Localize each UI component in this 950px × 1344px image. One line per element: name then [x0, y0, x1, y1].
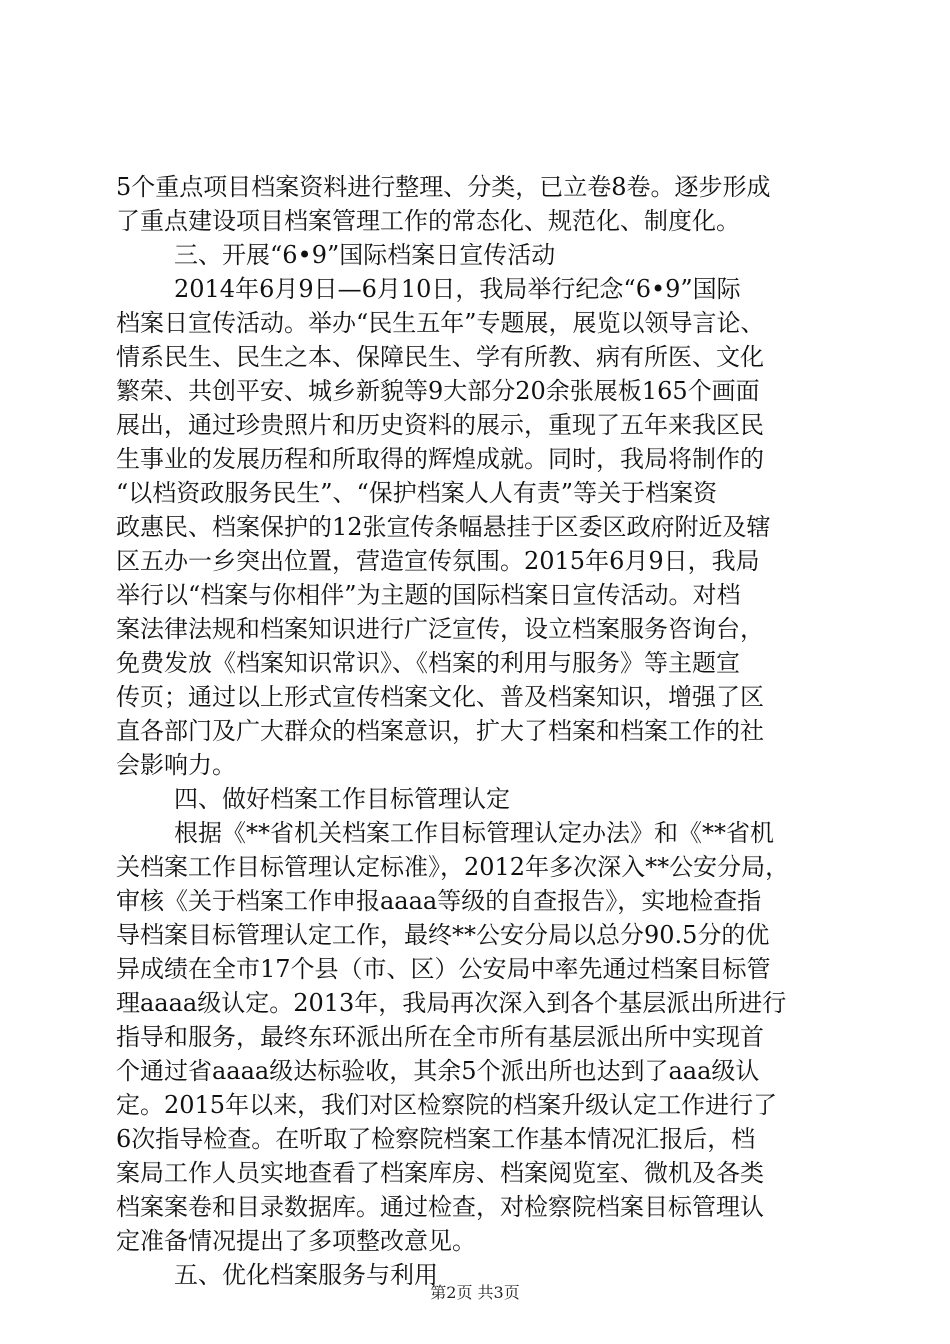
paragraph-line: 区五办一乡突出位置，营造宣传氛围。2015年6月9日，我局 — [116, 547, 760, 575]
paragraph-line: 5个重点项目档案资料进行整理、分类，已立卷8卷。逐步形成 — [116, 173, 771, 201]
paragraph-line: 指导和服务，最终东环派出所在全市所有基层派出所中实现首 — [116, 1023, 764, 1051]
paragraph-line-indented: 根据《**省机关档案工作目标管理认定办法》和《**省机 — [174, 819, 774, 847]
paragraph-line: 理aaaa级认定。2013年，我局再次深入到各个基层派出所进行 — [116, 989, 787, 1017]
paragraph-line: 档案案卷和目录数据库。通过检查，对检察院档案目标管理认 — [116, 1193, 764, 1221]
paragraph-line: 情系民生、民生之本、保障民生、学有所教、病有所医、文化 — [116, 343, 764, 371]
paragraph-line: 繁荣、共创平安、城乡新貌等9大部分20余张展板165个画面 — [116, 377, 760, 405]
paragraph-line: 免费发放《档案知识常识》、《档案的利用与服务》等主题宣 — [116, 649, 740, 677]
paragraph-line: 直各部门及广大群众的档案意识，扩大了档案和档案工作的社 — [116, 717, 764, 745]
paragraph-line: 审核《关于档案工作申报aaaa等级的自查报告》，实地检查指 — [116, 887, 762, 915]
paragraph-line-indented: 四、做好档案工作目标管理认定 — [174, 785, 510, 813]
page-footer: 第2页 共3页 — [430, 1283, 520, 1302]
paragraph-line: 案局工作人员实地查看了档案库房、档案阅览室、微机及各类 — [116, 1159, 764, 1187]
paragraph-line: 关档案工作目标管理认定标准》，2012年多次深入**公安分局， — [116, 853, 790, 881]
paragraph-line: 生事业的发展历程和所取得的辉煌成就。同时，我局将制作的 — [116, 445, 764, 473]
paragraph-line: 档案日宣传活动。举办“民生五年”专题展，展览以领导言论、 — [116, 309, 765, 337]
paragraph-line: “以档资政服务民生”、“保护档案人人有责”等关于档案资 — [116, 479, 718, 507]
paragraph-line: 传页；通过以上形式宣传档案文化、普及档案知识，增强了区 — [116, 683, 764, 711]
paragraph-line-indented: 五、优化档案服务与利用 — [174, 1261, 438, 1289]
paragraph-line: 了重点建设项目档案管理工作的常态化、规范化、制度化。 — [116, 207, 740, 235]
document-body — [116, 170, 836, 1292]
paragraph-line: 政惠民、档案保护的12张宣传条幅悬挂于区委区政府附近及辖 — [116, 513, 771, 541]
paragraph-line-indented: 三、开展“6•9”国际档案日宣传活动 — [174, 241, 556, 269]
paragraph-line: 展出，通过珍贵照片和历史资料的展示，重现了五年来我区民 — [116, 411, 764, 439]
paragraph-line: 会影响力。 — [116, 751, 236, 779]
paragraph-line: 6次指导检查。在听取了检察院档案工作基本情况汇报后，档 — [116, 1125, 756, 1153]
paragraph-line: 案法律法规和档案知识进行广泛宣传，设立档案服务咨询台， — [116, 615, 764, 643]
paragraph-line-indented: 2014年6月9日—6月10日，我局举行纪念“6•9”国际 — [174, 275, 741, 303]
paragraph-line: 导档案目标管理认定工作，最终**公安分局以总分90.5分的优 — [116, 921, 770, 949]
paragraph-line: 定准备情况提出了多项整改意见。 — [116, 1227, 476, 1255]
paragraph-line: 异成绩在全市17个县（市、区）公安局中率先通过档案目标管 — [116, 955, 771, 983]
paragraph-line: 个通过省aaaa级达标验收，其余5个派出所也达到了aaa级认 — [116, 1057, 760, 1085]
paragraph-line: 举行以“档案与你相伴”为主题的国际档案日宣传活动。对档 — [116, 581, 741, 609]
paragraph-line: 定。2015年以来，我们对区检察院的档案升级认定工作进行了 — [116, 1091, 778, 1119]
